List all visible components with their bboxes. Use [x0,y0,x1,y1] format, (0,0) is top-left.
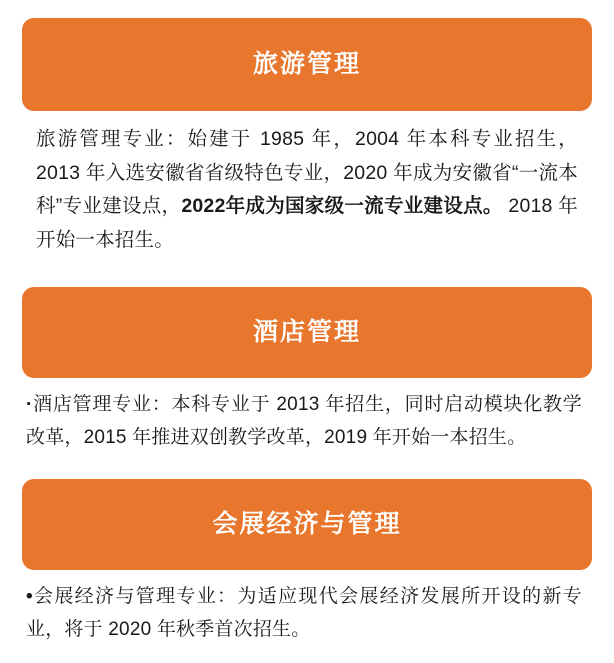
spacer-two [22,463,592,479]
section-hotel-management [22,287,592,457]
section-tourism-management [22,18,592,259]
tourism-text-suffix: 2018 年开始一本招生。 [36,195,579,251]
tourism-text-prefix: 旅游管理专业：始建于 1985 年，2004 年本科专业招生，2013 年入选安徽省省级特色专业，2020 年成为安徽省“一流本科”专业建设点， [36,128,578,218]
bullet-marker-hotel: · [26,394,33,416]
section-body-tourism [22,111,592,259]
section-title-banner-exhibition: 会展经济与管理 [22,479,592,570]
section-body-hotel [22,378,592,457]
exhibition-text: 会展经济与管理专业：为适应现代会展经济发展所开设的新专业，将于 2020 年秋季首次招生。 [26,585,582,640]
spacer-one [22,265,592,287]
bullet-marker-exhibition: • [26,585,33,607]
section-title-banner-hotel: 酒店管理 [22,287,592,378]
section-title-banner-tourism: 旅游管理 [22,18,592,111]
section-exhibition-economy-management [22,479,592,649]
tourism-text-bold: 2022年成为国家级一流专业建设点。 [181,195,503,218]
hotel-text: 酒店管理专业：本科专业于 2013 年招生，同时启动模块化教学改革，2015 年推进双创教学改革，2019 年开始一本招生。 [26,394,582,449]
section-body-exhibition [22,570,592,649]
